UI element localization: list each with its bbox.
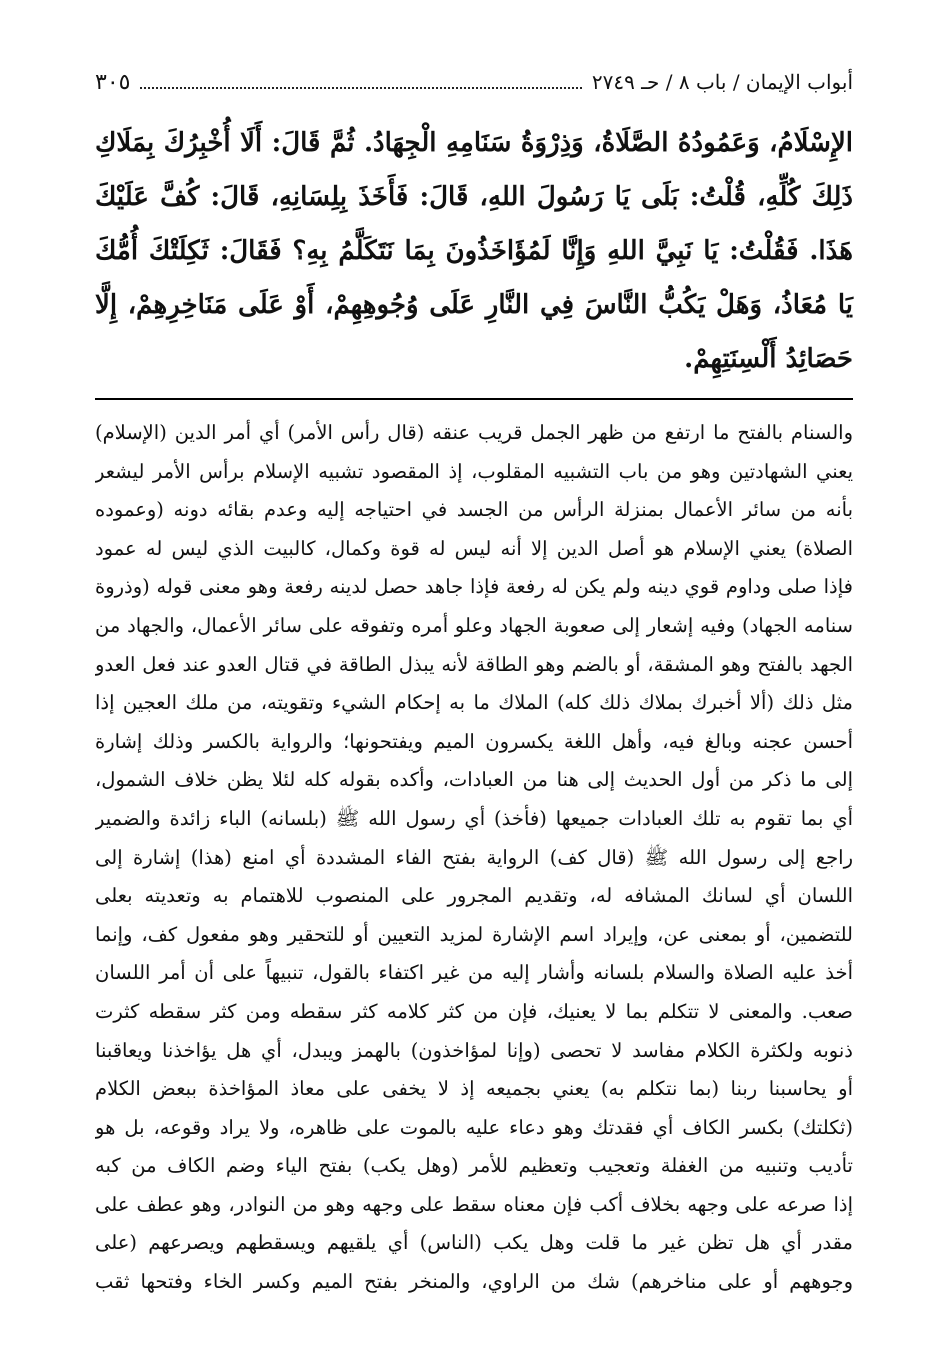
commentary-line: يعني الشهادتين وهو من باب التشبيه المقلوب، إذ المقصود تشبيه الإسلام برأس الأمر ليشعر	[95, 459, 853, 483]
commentary-line: مثل ذلك (ألا أخبرك بملاك ذلك كله) الملاك ما به إحكام الشيء وتقويته، من ملك العجين إذا	[95, 691, 853, 715]
commentary-line: سنامه الجهاد) وفيه إشعار إلى صعوبة الجهاد وعلو أمره وتفوقه على سائر الأعمال، والجهاد من	[95, 613, 853, 637]
commentary-line: أحسن عجنه وبالغ فيه، وأهل اللغة يكسرون الميم ويفتحونها؛ والرواية بالكسر وذلك إشارة	[95, 729, 853, 753]
header-leader-dots	[140, 73, 581, 89]
commentary-line: إذا صرعه على وجهه بخلاف أكب فإن معناه سقط على وجهه وهو من النوادر، وهو عطف على	[95, 1192, 853, 1216]
commentary-line: إلى ما ذكر من أول الحديث إلى هنا من العبادات، وأكده بقوله كله لئلا يظن خلاف الشمول،	[95, 768, 853, 792]
running-header	[95, 70, 853, 110]
commentary-line: اللسان أي لسانك المشافه له، وتقديم المجرور على المنصوب للاهتمام به وتعديته بعلى	[95, 884, 853, 908]
document-page	[95, 70, 853, 1302]
hadith-text: الإِسْلَامُ، وَعَمُودُهُ الصَّلَاةُ، وَذِرْوَةُ سَنَامِهِ الْجِهَادُ. ثُمَّ قَالَ: أَلَا أُخْبِرُكَ بِمَلَاكِ ذَلِكَ كُلِّهِ، قُلْتُ: بَلَى يَا رَسُولَ اللهِ، قَالَ: فَأَخَذَ بِلِسَانِهِ، قَالَ: كُفَّ عَلَيْكَ هَذَا. فَقُلْتُ: يَا نَبِيَّ اللهِ وَإِنَّا لَمُؤَاخَذُونَ بِمَا نَتَكَلَّمُ بِهِ؟ فَقَالَ: ثَكِلَتْكَ أُمُّكَ يَا مُعَاذُ، وَهَلْ يَكُبُّ النَّاسَ فِي النَّارِ عَلَى وُجُوهِهِمْ، أَوْ عَلَى مَنَاخِرِهِمْ، إِلَّا حَصَائِدُ أَلْسِنَتِهِمْ.	[95, 128, 853, 374]
commentary-line: مقدر أي هل تظن غير ما قلت وهل يكب (الناس) أي يلقيهم ويسقطهم ويصرعهم (على	[95, 1231, 853, 1255]
commentary-line: أي بما تقوم به تلك العبادات جميعها (فأخذ) أي رسول الله ﷺ (بلسانه) الباء زائدة والضمير	[95, 806, 853, 830]
commentary-line: للتضمين، أو بمعنى عن، وإيراد اسم الإشارة لمزيد التعيين أو للتحقير وهو مفعول كف، وإنما	[95, 922, 853, 946]
commentary-line: فإذا صلى وداوم قوي دينه ولم يكن له رفعة فإذا جاهد حصل لدينه رفعة وهو معنى قوله (وذروة	[95, 575, 853, 599]
commentary-line: وجوههم أو على مناخرهم) شك من الراوي، والمنخر بفتح الميم وكسر الخاء وفتحها ثقب	[95, 1270, 853, 1294]
commentary-line: أو يحاسبنا ربنا (بما نتكلم به) يعني بجميعه إذ لا يخفى على معاذ المؤاخذة ببعض الكلام	[95, 1077, 853, 1101]
page-number: ٣٠٥	[95, 70, 131, 95]
commentary-line: الجهد بالفتح وهو المشقة، أو بالضم وهو الطاقة لأنه يبذل الطاقة في قتال العدو عند فعل العدو	[95, 652, 853, 676]
commentary-line: بأنه من سائر الأعمال بمنزلة الرأس من الجسد في احتياجه إليه وعدم بقائه دونه (وعموده	[95, 498, 853, 522]
commentary-line: تأديب وتنبيه من الغفلة وتعجيب وتعظيم للأمر (وهل يكب) بفتح الياء وضم الكاف من كبه	[95, 1154, 853, 1178]
commentary-line: صعب. والمعنى لا تتكلم بما لا يعنيك، فإن من كثر كلامه كثر سقطه ومن كثر سقطه كثرت	[95, 999, 853, 1023]
commentary-line: أخذ عليه الصلاة والسلام بلسانه وأشار إليه من غير اكتفاء بالقول، تنبيهاً على أن أمر اللسان	[95, 961, 853, 985]
commentary-line: (ثكلتك) بكسر الكاف أي فقدتك وهو دعاء عليه بالموت على ظاهره، ولا يراد وقوعه، بل هو	[95, 1115, 853, 1139]
separator-rule	[95, 398, 853, 400]
header-title: أبواب الإيمان / باب ٨ / حـ ٢٧٤٩	[591, 70, 853, 94]
commentary-line: راجع إلى رسول الله ﷺ (قال كف) الرواية بفتح الفاء المشددة أي امنع (هذا) إشارة إلى	[95, 845, 853, 869]
commentary-line: ذنوبه ولكثرة الكلام مفاسد لا تحصى (وإنا لمؤاخذون) بالهمز ويبدل، أي هل يؤاخذنا ويعاقبنا	[95, 1038, 853, 1062]
commentary-line: الصلاة) يعني الإسلام هو أصل الدين إلا أنه ليس له قوة وكمال، كالبيت الذي ليس له عمود	[95, 536, 853, 560]
commentary-line: والسنام بالفتح ما ارتفع من ظهر الجمل قريب عنقه (قال رأس الأمر) أي أمر الدين (الإسلام)	[95, 421, 853, 444]
commentary	[95, 414, 853, 1302]
